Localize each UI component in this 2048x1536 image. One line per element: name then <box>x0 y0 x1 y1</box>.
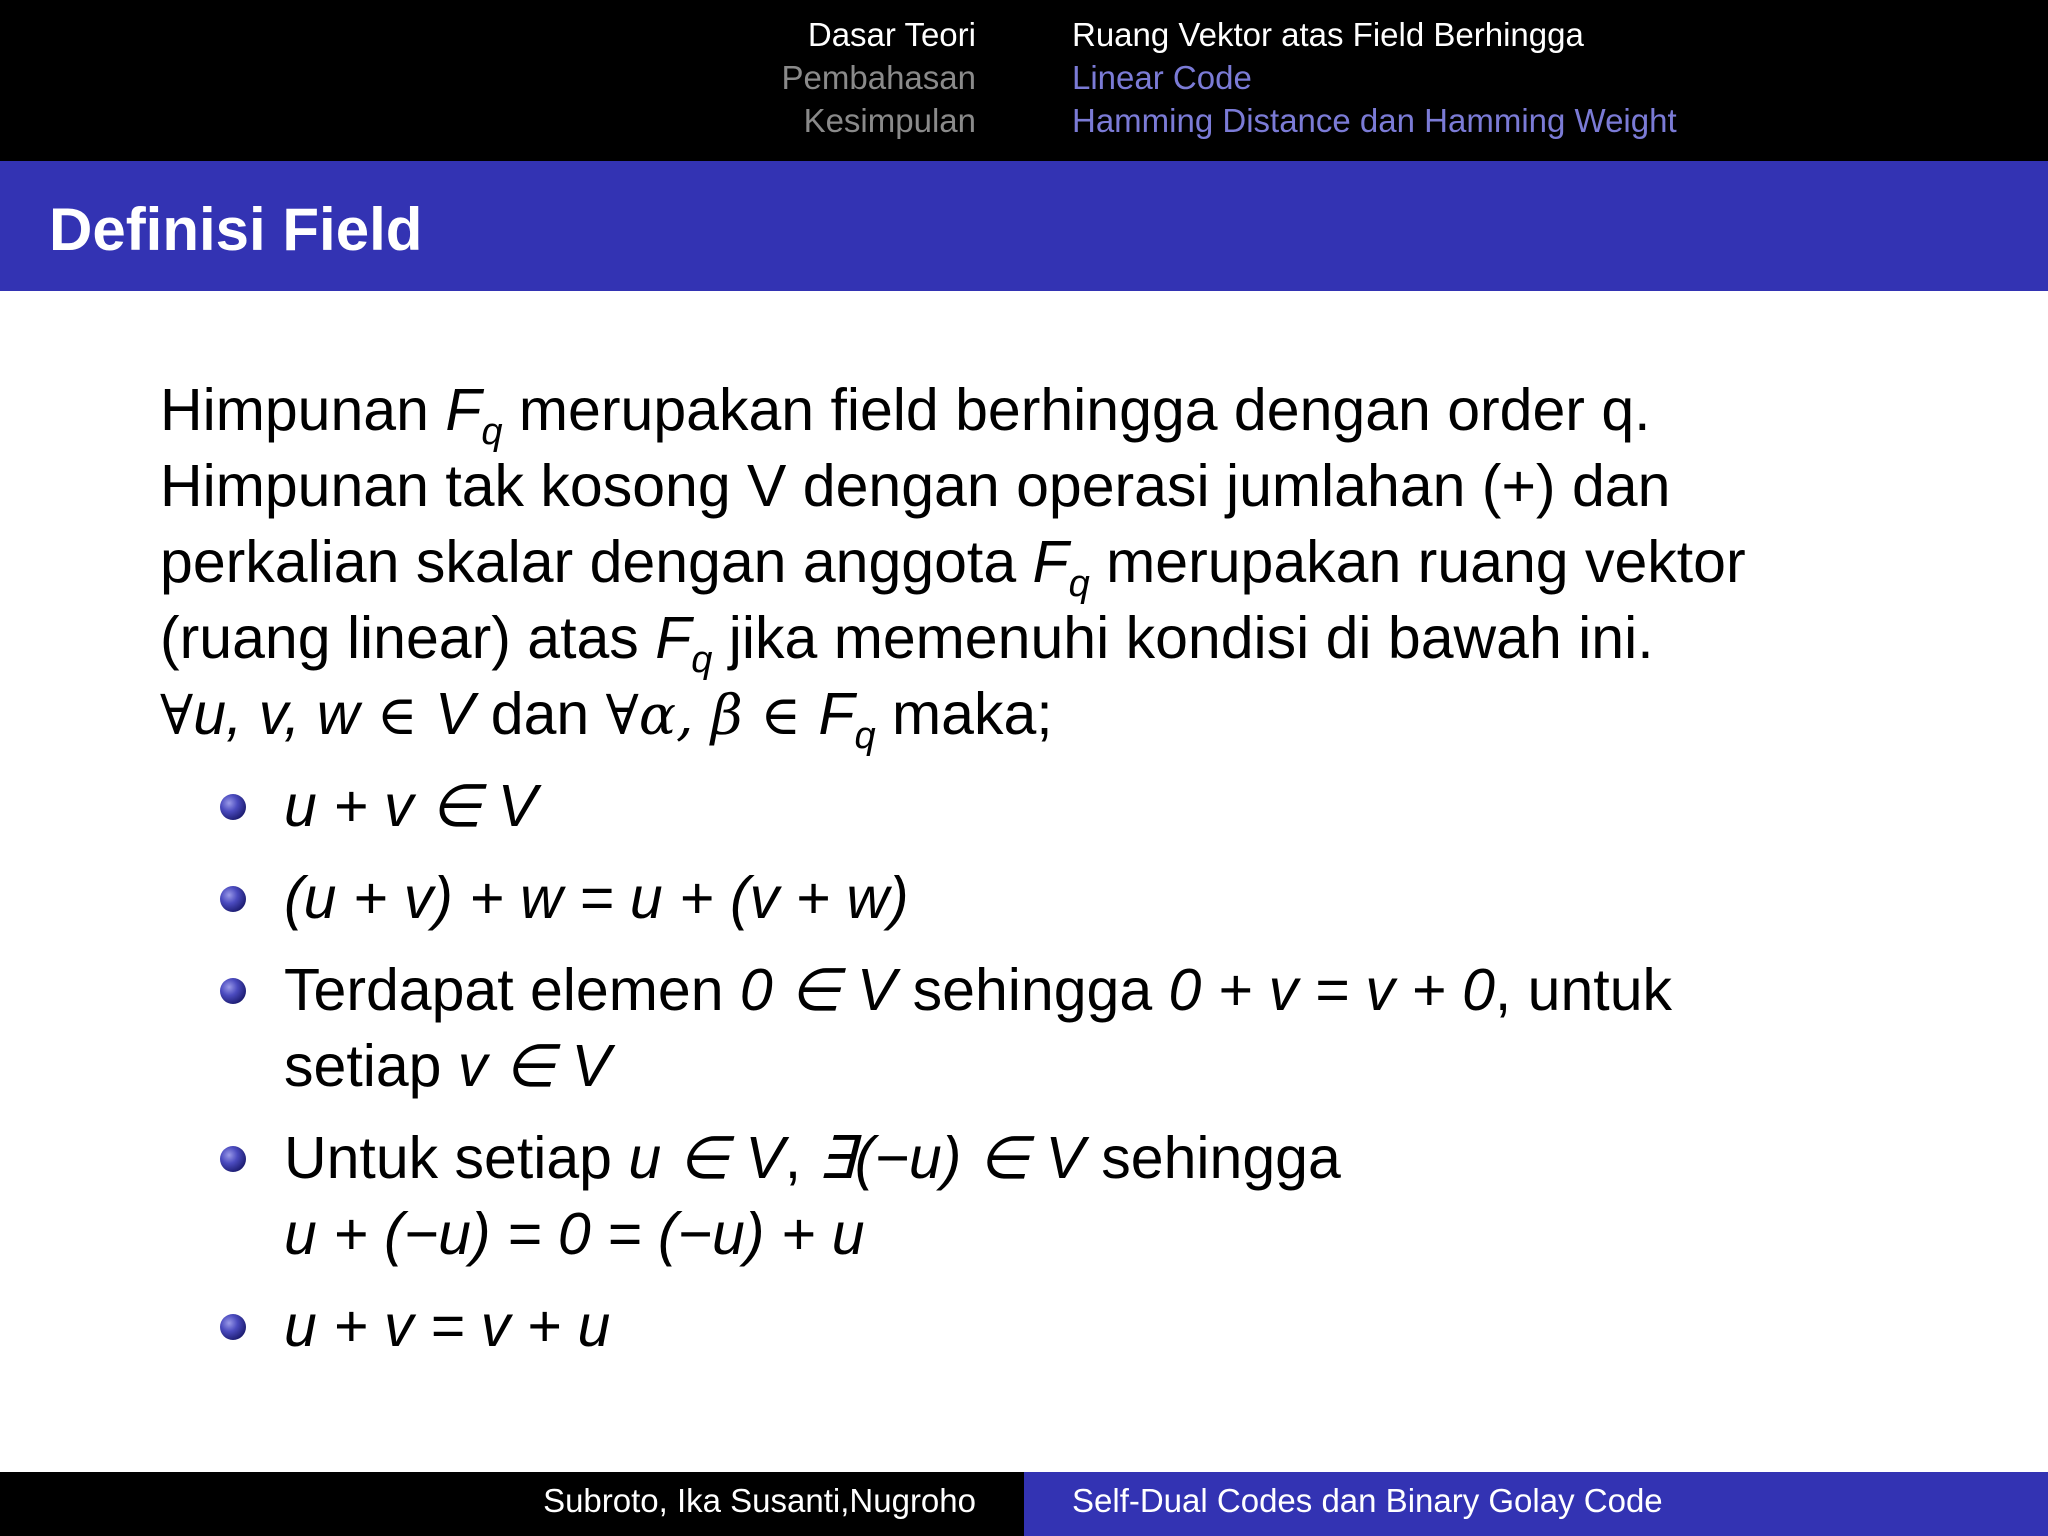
frame-title-bar <box>0 161 2048 291</box>
nav-subsection-ruang-vektor[interactable]: Ruang Vektor atas Field Berhingga <box>1072 16 1584 53</box>
math-q: q <box>854 715 876 757</box>
bullet-icon <box>220 1146 246 1172</box>
nav-section-dasar-teori[interactable]: Dasar Teori <box>807 16 976 53</box>
paragraph-line-5 <box>160 676 1910 757</box>
text-span: Terdapat elemen <box>284 957 740 1023</box>
math-span: 0 + v = v + 0 <box>1168 957 1495 1023</box>
math-q: q <box>481 411 503 453</box>
axiom-closure: u + v ∈ V <box>284 773 538 839</box>
nav-section-pembahasan[interactable]: Pembahasan <box>781 59 976 96</box>
text-span: (ruang linear) atas <box>160 605 656 671</box>
nav-subsection-hamming[interactable]: Hamming Distance dan Hamming Weight <box>1072 102 1677 139</box>
headline-bar <box>0 0 2048 161</box>
math-span: v ∈ V <box>457 1033 611 1099</box>
text-span: merupakan ruang vektor <box>1089 529 1746 595</box>
footline-bar <box>0 1472 2048 1536</box>
math-in: ∈ <box>742 683 819 747</box>
axiom-list <box>160 768 1920 1380</box>
math-span: ∃(−u) ∈ V <box>817 1125 1085 1191</box>
math-span: u + (−u) = 0 = (−u) + u <box>284 1201 865 1267</box>
text-span: jika memenuhi kondisi di bawah ini. <box>712 605 1654 671</box>
text-span: merupakan field berhingga dengan order q. <box>502 377 1651 443</box>
list-item <box>160 952 1920 1104</box>
math-F: F <box>818 681 855 747</box>
text-span: Untuk setiap <box>284 1125 629 1191</box>
math-forall: ∀ <box>605 683 639 747</box>
math-in: ∈ <box>359 683 436 747</box>
footer-title-box <box>1024 1472 2048 1536</box>
text-span: sehingga <box>1084 1125 1341 1191</box>
text-span: sehingga <box>896 957 1169 1023</box>
list-item <box>160 768 1920 844</box>
text-span: setiap <box>284 1033 458 1099</box>
nav-subsection-linear-code[interactable]: Linear Code <box>1072 59 1252 96</box>
axiom-associativity: (u + v) + w = u + (v + w) <box>284 865 909 931</box>
text-span: perkalian skalar dengan anggota <box>160 529 1033 595</box>
paragraph-line-1 <box>160 372 1910 453</box>
text-span: maka; <box>875 681 1053 747</box>
text-span: , <box>784 1125 818 1191</box>
math-span: u ∈ V <box>628 1125 785 1191</box>
text-span: , untuk <box>1494 957 1673 1023</box>
paragraph-line-3 <box>160 524 1910 605</box>
list-item <box>160 860 1920 936</box>
paragraph-line-2: Himpunan tak kosong V dengan operasi jumlahan (+) dan <box>160 453 1671 519</box>
nav-section-kesimpulan[interactable]: Kesimpulan <box>803 102 976 139</box>
text-span: Himpunan <box>160 377 446 443</box>
bullet-icon <box>220 794 246 820</box>
math-uvw: u, v, w <box>193 681 360 747</box>
list-item <box>160 1288 1920 1364</box>
footer-authors-box <box>0 1472 1024 1536</box>
definition-paragraph <box>160 372 1910 757</box>
footer-title: Self-Dual Codes dan Binary Golay Code <box>1072 1482 1663 1519</box>
math-q: q <box>691 639 713 681</box>
math-F: F <box>445 377 482 443</box>
math-forall: ∀ <box>160 683 194 747</box>
bullet-icon <box>220 978 246 1004</box>
bullet-icon <box>220 1314 246 1340</box>
axiom-commutativity: u + v = v + u <box>284 1293 611 1359</box>
section-navigation <box>0 0 1024 161</box>
math-span: 0 ∈ V <box>739 957 897 1023</box>
list-item <box>160 1120 1920 1272</box>
math-F: F <box>1032 529 1069 595</box>
math-V: V <box>435 681 475 747</box>
frame-title: Definisi Field <box>49 196 423 263</box>
math-F: F <box>655 605 692 671</box>
math-alpha-beta: α, β <box>638 683 743 747</box>
paragraph-line-4 <box>160 600 1910 681</box>
text-span: dan <box>474 681 606 747</box>
bullet-icon <box>220 886 246 912</box>
math-q: q <box>1068 563 1090 605</box>
subsection-navigation <box>1024 0 2048 161</box>
footer-authors: Subroto, Ika Susanti,Nugroho <box>543 1482 976 1519</box>
